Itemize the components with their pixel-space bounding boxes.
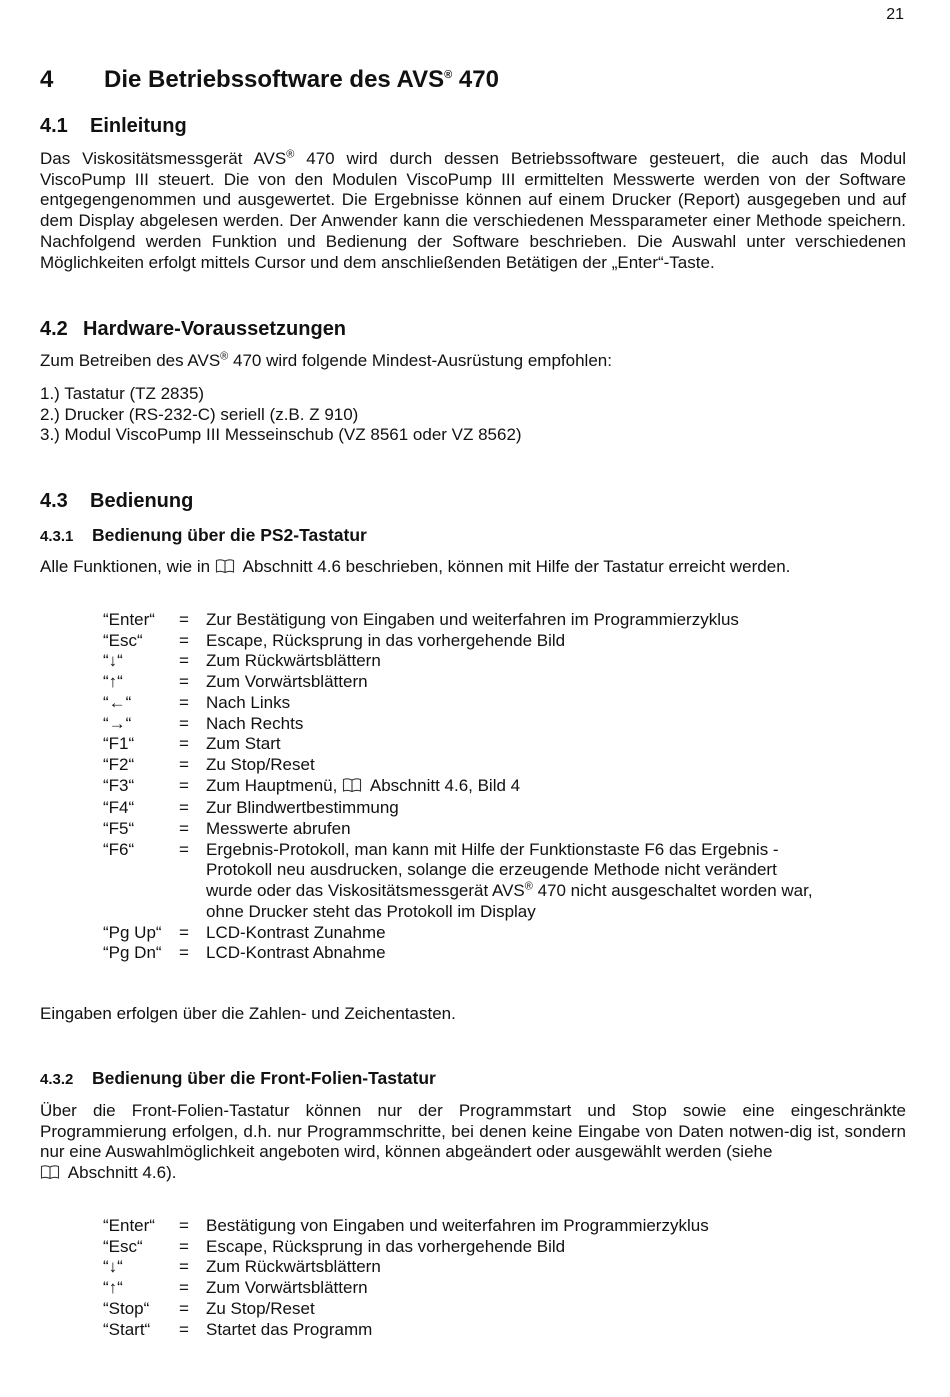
section-number: 4.1	[40, 115, 68, 137]
key-name: “Enter“	[103, 610, 155, 629]
key-name: “Pg Up“	[103, 922, 162, 942]
key-description	[206, 840, 826, 923]
chapter-title-suffix: 470	[452, 66, 499, 93]
hardware-intro	[40, 351, 906, 372]
section-number: 4.3.2	[40, 1071, 74, 1088]
paragraph-text: Abschnitt 4.6 beschrieben, können mit Hilfe der Tastatur erreicht werden.	[238, 557, 791, 576]
input-note	[40, 1004, 906, 1025]
key-name: “Start“	[103, 1319, 151, 1339]
front-panel-paragraph	[40, 1101, 906, 1186]
key-row	[103, 651, 826, 672]
key-description: LCD-Kontrast Zunahme	[206, 922, 386, 942]
key-name: “F2“	[103, 754, 135, 774]
key-name: “Pg Dn“	[103, 943, 162, 963]
equals-sign: =	[179, 922, 189, 942]
key-row	[103, 693, 826, 714]
registered-mark: ®	[444, 69, 453, 81]
registered-mark: ®	[524, 880, 533, 893]
ps2-key-table	[103, 610, 826, 964]
equals-sign: =	[179, 630, 189, 650]
section-heading-4-2	[40, 318, 346, 341]
key-description: Zum Vorwärtsblättern	[206, 1278, 368, 1298]
key-description: Startet das Programm	[206, 1319, 373, 1339]
book-icon	[40, 1164, 60, 1186]
key-description: Bestätigung von Eingaben und weiterfahren im Programmierzyklus	[206, 1216, 709, 1235]
key-description	[206, 776, 826, 799]
list-item: 3.) Modul ViscoPump III Messeinschub (VZ 8561 oder VZ 8562)	[40, 425, 522, 445]
paragraph-text: 470 wird durch dessen Betriebssoftware gesteuert, die auch das Modul ViscoPump III steuert. Die von den Modulen ViscoPump III ermittelten Messwerte werden von der Software entgegengenommen und ausgewertet. Die Ergebnisse können auf einem Drucker (Report) ausgegeben und auf dem Display abgelesen werden. Der Anwender kann die verschiedenen Messparameter einer Methode speichern. Nachfolgend werden Funktion und Bedienung der Software beschrieben. Die Auswahl unter verschiedenen Möglichkeiten erfolgt mittels Cursor und dem anschließenden Betätigen der „Enter“-Taste.	[40, 149, 906, 272]
key-name: “F5“	[103, 819, 135, 839]
equals-sign: =	[179, 754, 189, 774]
key-description: Zur Blindwertbestimmung	[206, 798, 399, 818]
key-description: Escape, Rücksprung in das vorhergehende Bild	[206, 1236, 566, 1256]
key-name: “F1“	[103, 734, 135, 754]
key-row	[103, 755, 826, 776]
key-name: “↓“	[103, 1257, 123, 1277]
registered-mark: ®	[220, 350, 229, 363]
key-name: “F3“	[103, 775, 135, 795]
key-name: “F4“	[103, 798, 135, 818]
key-row	[103, 1257, 826, 1278]
key-row	[103, 1320, 826, 1341]
list-item: 2.) Drucker (RS-232-C) seriell (z.B. Z 910)	[40, 404, 359, 424]
key-description: Zum Rückwärtsblättern	[206, 651, 381, 671]
description-text: Abschnitt 4.6, Bild 4	[366, 775, 521, 795]
book-icon	[215, 558, 235, 580]
key-name: “F6“	[103, 839, 135, 859]
section-number: 4.3.1	[40, 528, 74, 545]
key-row	[103, 631, 826, 652]
section-number: 4.3	[40, 490, 68, 512]
key-name: “↑“	[103, 1278, 123, 1298]
paragraph-text: Alle Funktionen, wie in	[40, 557, 211, 576]
key-name: “Esc“	[103, 630, 143, 650]
equals-sign: =	[179, 1298, 189, 1318]
section-title: Bedienung über die Front-Folien-Tastatur	[92, 1068, 436, 1088]
equals-sign: =	[179, 775, 189, 795]
equals-sign: =	[179, 1278, 189, 1298]
paragraph-text: Das Viskositätsmessgerät AVS	[40, 149, 287, 168]
key-description: Zum Start	[206, 734, 281, 754]
equals-sign: =	[179, 1257, 189, 1277]
key-description: Nach Links	[206, 692, 291, 712]
key-name: “↑“	[103, 672, 123, 692]
key-row	[103, 1278, 826, 1299]
key-description: Zur Bestätigung von Eingaben und weiterfahren im Programmierzyklus	[206, 610, 739, 629]
equals-sign: =	[179, 1319, 189, 1339]
key-row	[103, 610, 826, 631]
key-name: “→“	[103, 713, 132, 733]
key-description: Messwerte abrufen	[206, 819, 351, 839]
key-description: Zu Stop/Reset	[206, 1298, 315, 1318]
key-row	[103, 943, 826, 964]
registered-mark: ®	[286, 148, 295, 161]
description-text: 470 nicht ausgeschaltet worden war, ohne Drucker steht das Protokoll im Display	[206, 881, 813, 921]
equals-sign: =	[179, 692, 189, 712]
section-heading-4-3-1	[40, 525, 367, 546]
equals-sign: =	[179, 943, 189, 963]
section-title: Bedienung	[90, 490, 194, 512]
equals-sign: =	[179, 798, 189, 818]
section-title: Hardware-Voraussetzungen	[83, 318, 347, 340]
equals-sign: =	[179, 819, 189, 839]
equals-sign: =	[179, 672, 189, 692]
equals-sign: =	[179, 610, 189, 629]
paragraph-text: Abschnitt 4.6).	[64, 1163, 177, 1183]
key-row	[103, 776, 826, 799]
paragraph-text: Eingaben erfolgen über die Zahlen- und Zeichentasten.	[40, 1004, 456, 1023]
description-text: Ergebnis-Protokoll, man kann mit Hilfe der Funktionstaste F6 das Ergebnis -Protokoll neu ausdrucken, solange die erzeugende Methode nicht verändert wurde oder das Viskositätsmessgerät AVS	[206, 839, 779, 901]
equals-sign: =	[179, 734, 189, 754]
chapter-title: Die Betriebssoftware des AVS	[104, 66, 445, 93]
intro-paragraph	[40, 149, 906, 273]
key-description: Escape, Rücksprung in das vorhergehende Bild	[206, 630, 566, 650]
key-description: Zum Rückwärtsblättern	[206, 1257, 381, 1277]
chapter-number: 4	[40, 66, 54, 93]
key-name: “Esc“	[103, 1236, 143, 1256]
key-row	[103, 923, 826, 944]
key-name: “Stop“	[103, 1298, 150, 1318]
key-row	[103, 1237, 826, 1258]
section-heading-4-3	[40, 490, 193, 513]
key-description: Zum Vorwärtsblättern	[206, 672, 368, 692]
book-icon	[342, 777, 362, 799]
paragraph-text: Über die Front-Folien-Tastatur können nur der Programmstart und Stop sowie eine eingeschränkte Programmierung erfolgen, d.h. nur Programmschritte, bei denen keine Eingabe von Daten notwen-dig ist, sondern nur eine Auswahlmöglichkeit angeboten wird, können abgeändert oder ausgewählt werden (siehe	[40, 1101, 906, 1162]
list-item: 1.) Tastatur (TZ 2835)	[40, 384, 205, 403]
key-row	[103, 714, 826, 735]
key-row	[103, 798, 826, 819]
key-name: “←“	[103, 692, 132, 712]
equals-sign: =	[179, 713, 189, 733]
key-row	[103, 734, 826, 755]
section-heading-4-1	[40, 115, 187, 138]
section-number: 4.2	[40, 318, 68, 340]
paragraph-text: 470 wird folgende Mindest-Ausrüstung empfohlen:	[228, 351, 612, 370]
equals-sign: =	[179, 1216, 189, 1235]
key-description: LCD-Kontrast Abnahme	[206, 943, 386, 963]
key-name: “↓“	[103, 651, 123, 671]
chapter-heading	[40, 66, 499, 94]
key-description: Nach Rechts	[206, 713, 304, 733]
key-row	[103, 672, 826, 693]
key-row	[103, 1216, 826, 1237]
key-row	[103, 840, 826, 923]
key-row	[103, 1299, 826, 1320]
ps2-intro	[40, 557, 906, 580]
key-description: Zu Stop/Reset	[206, 754, 315, 774]
section-title: Einleitung	[90, 115, 187, 137]
page-number: 21	[886, 6, 904, 23]
paragraph-text: Zum Betreiben des AVS	[40, 351, 221, 370]
hardware-list	[40, 384, 522, 446]
section-heading-4-3-2	[40, 1068, 436, 1089]
equals-sign: =	[179, 839, 189, 859]
front-key-table	[103, 1216, 826, 1340]
key-row	[103, 819, 826, 840]
description-text: Zum Hauptmenü,	[206, 775, 338, 795]
section-title: Bedienung über die PS2-Tastatur	[92, 525, 367, 545]
equals-sign: =	[179, 1236, 189, 1256]
key-name: “Enter“	[103, 1216, 155, 1235]
equals-sign: =	[179, 651, 189, 671]
